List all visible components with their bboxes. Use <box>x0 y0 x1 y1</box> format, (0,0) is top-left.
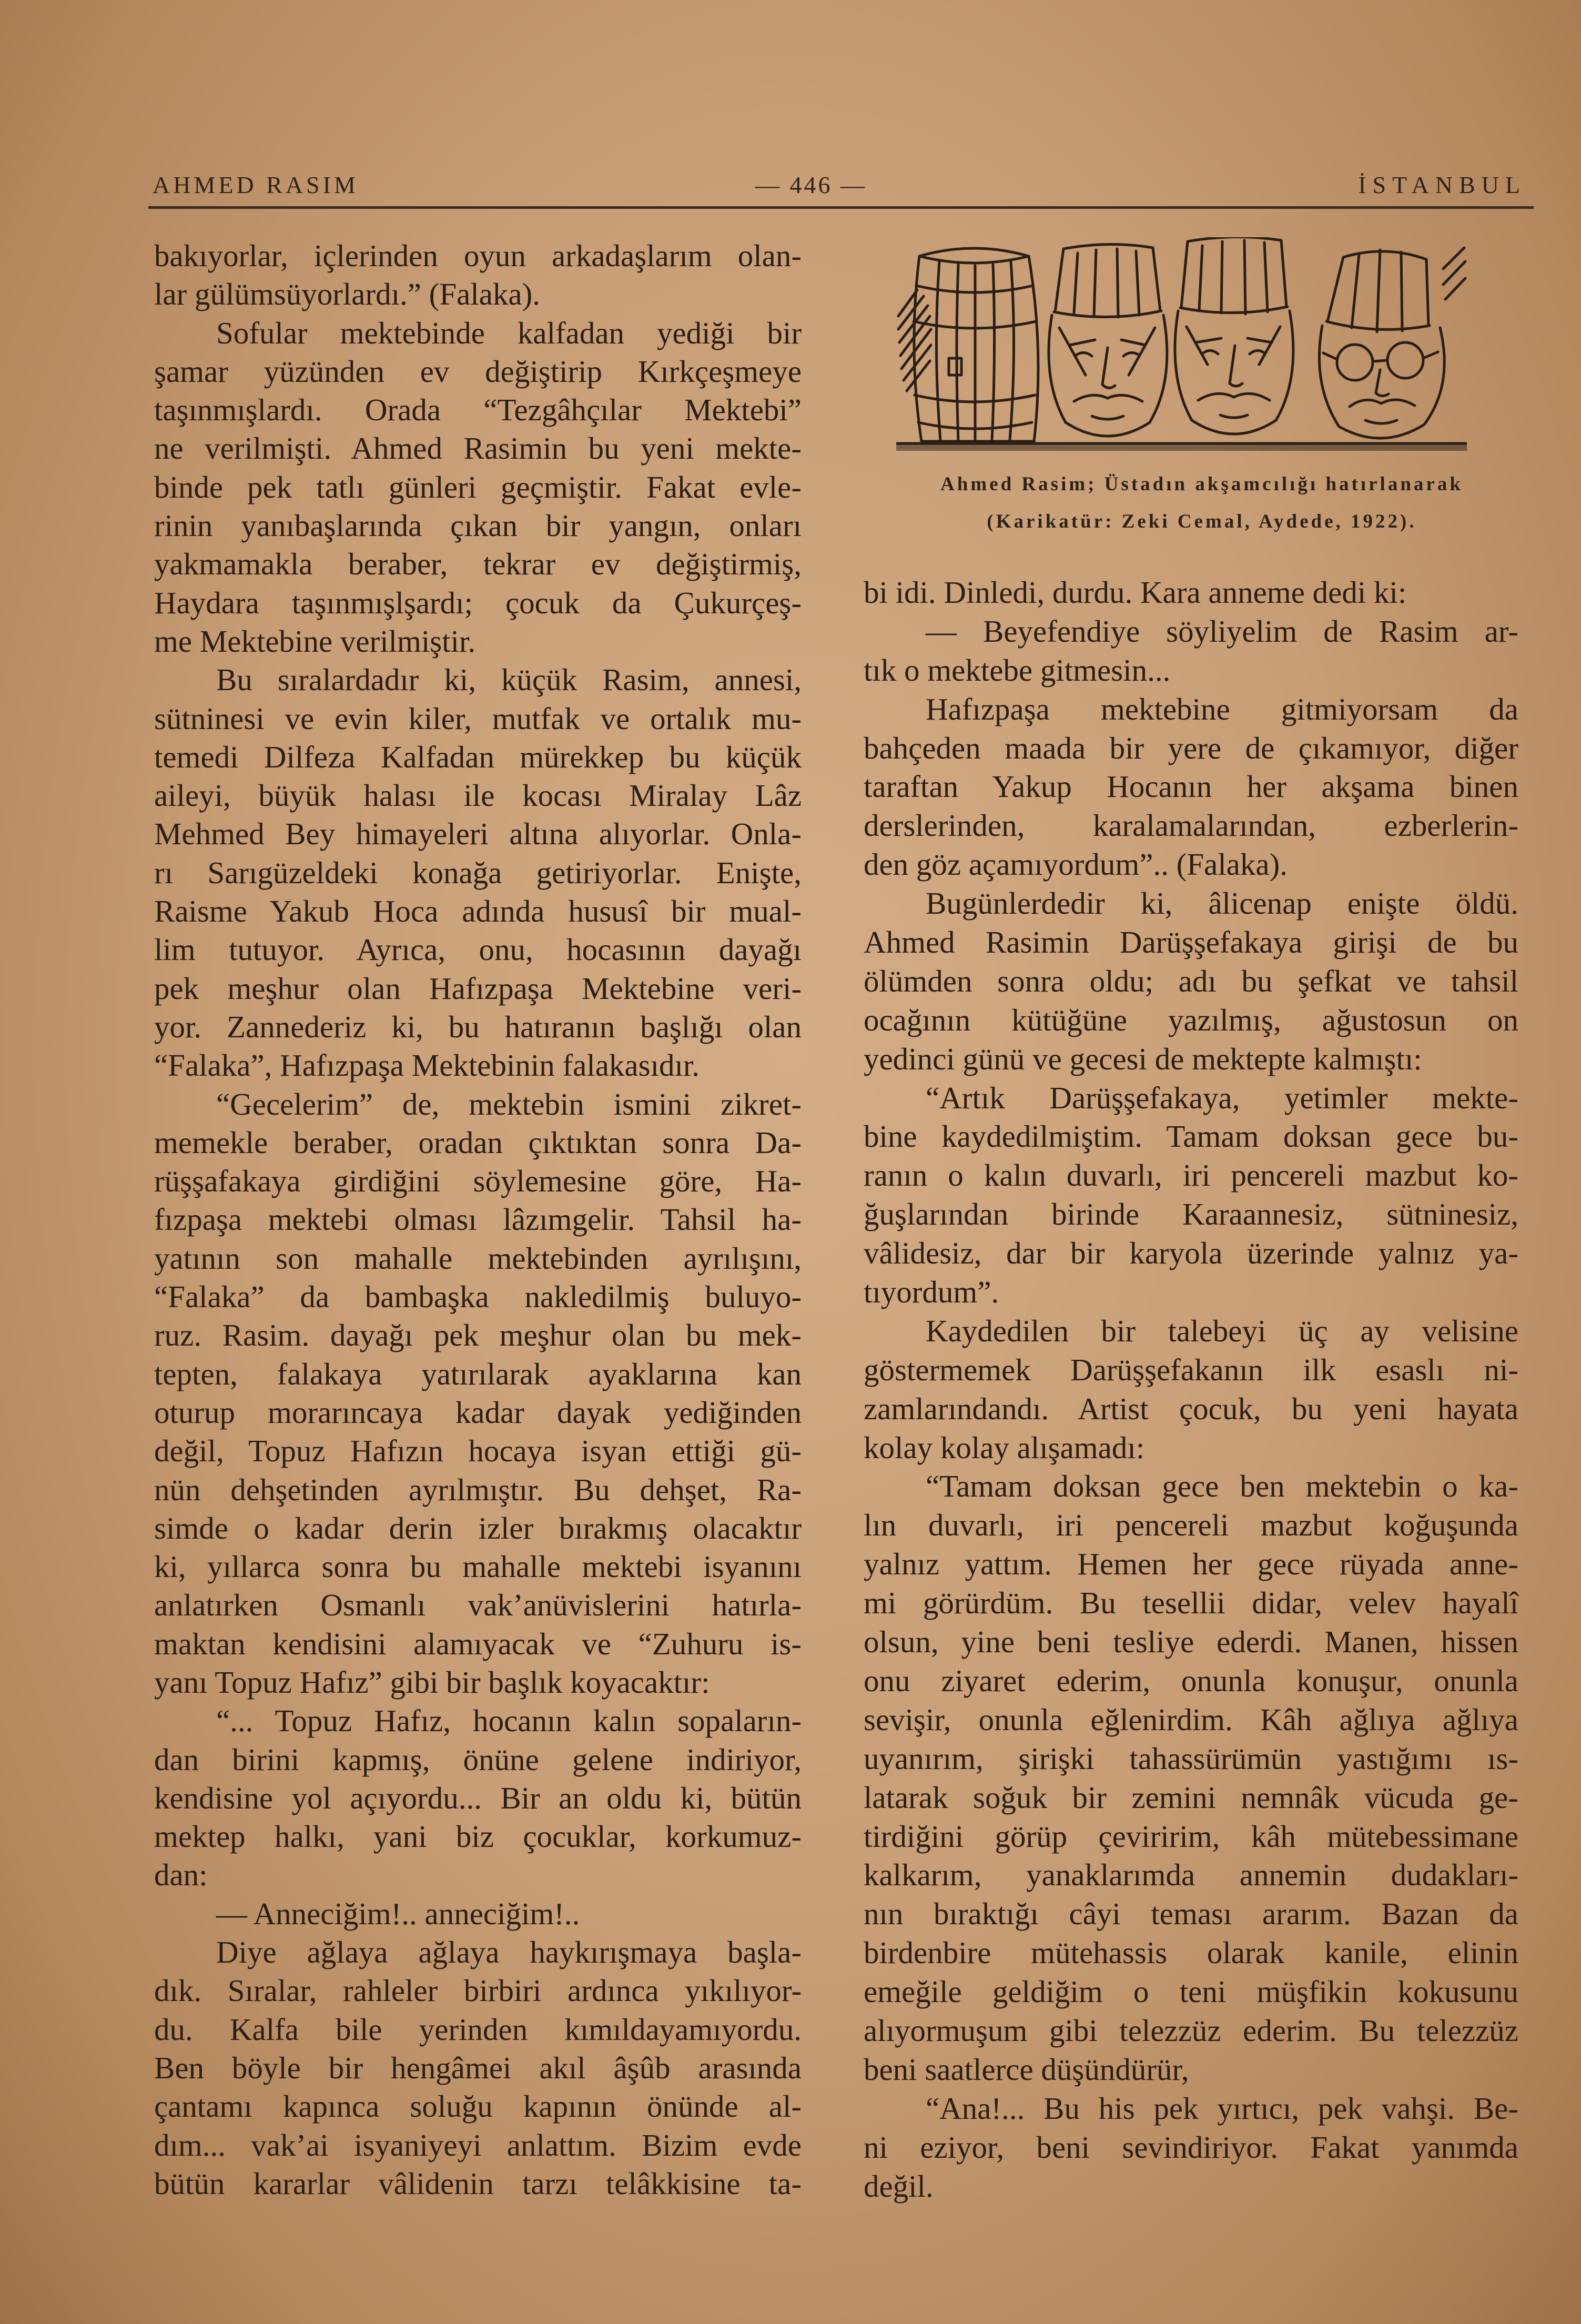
paragraph <box>864 884 1518 1078</box>
paragraph <box>154 237 802 314</box>
text-line: dım... vak’ai isyaniyeyi anlattım. Bizim evde <box>154 2127 802 2163</box>
text-line: aileyi, büyük halası ile kocası Miralay Lâz <box>154 778 802 813</box>
text-line: “Artık Darüşşefakaya, yetimler mekte- <box>926 1080 1518 1115</box>
text-line: şamar yüzünden ev değiştirip Kırkçeşmeye <box>154 353 802 389</box>
text-line: yor. Zannederiz ki, bu hatıranın başlığı olan <box>154 1009 802 1044</box>
text-line: “Ana!... Bu his pek yırtıcı, pek vahşi. Be- <box>926 2090 1518 2126</box>
barrel-drawing <box>914 248 1038 441</box>
text-line: taraftan Yakup Hocanın her akşama binen <box>864 769 1518 804</box>
text-line: alıyormuşum gibi telezzüz ederim. Bu telezzüz <box>864 2013 1518 2048</box>
paragraph <box>154 314 802 661</box>
text-line: birdenbire mütehassis olarak kanile, elinin <box>864 1935 1518 1971</box>
text-line: “... Topuz Hafız, hocanın kalın sopaların- <box>216 1703 802 1739</box>
text-line: dık. Sıralar, rahleler birbiri ardınca yıkılıyor- <box>154 1973 802 2008</box>
text-line: sütninesi ve evin kiler, mutfak ve ortalık mu- <box>154 701 802 736</box>
text-line: emeğile geldiğim o teni müşfikin kokusunu <box>864 1974 1518 2009</box>
text-line: Ben böyle bir hengâmei akıl âşûb arasında <box>154 2050 802 2085</box>
text-line: Ahmed Rasimin Darüşşefakaya girişi de bu <box>864 925 1518 960</box>
text-line: olsun, yine beni tesliye ederdi. Manen, hissen <box>864 1624 1518 1660</box>
text-line: “Tamam doksan gece ben mektebin o ka- <box>926 1469 1518 1504</box>
paragraph <box>864 573 1518 612</box>
text-line: oturup morarıncaya kadar dayak yediğinden <box>154 1395 802 1430</box>
paragraph <box>154 1895 802 1933</box>
text-line: kolay kolay alışamadı: <box>864 1430 1145 1465</box>
text-line: zamlarındandı. Artist çocuk, bu yeni hayata <box>864 1391 1518 1426</box>
text-line: — Beyefendiye söyliyelim de Rasim ar- <box>926 613 1518 649</box>
text-line: Kaydedilen bir talebeyi üç ay velisine <box>926 1313 1518 1348</box>
text-line: den göz açamıyordum”.. (Falaka). <box>864 847 1288 882</box>
text-line: kalkarım, yanaklarımda annemin dudakları- <box>864 1857 1518 1893</box>
text-line: kendisine yol açıyordu... Bir an oldu ki, bütün <box>154 1780 802 1815</box>
text-line: değil, Topuz Hafızın hocaya isyan ettiği gü- <box>154 1433 802 1469</box>
text-line: pek meşhur olan Hafızpaşa Mektebine veri- <box>154 971 802 1006</box>
text-line: ocağının kütüğüne yazılmış, ağustosun on <box>864 1002 1518 1037</box>
text-line: mi görürdüm. Bu tesellii didar, velev hayalî <box>864 1585 1518 1621</box>
paragraph <box>154 1702 802 1894</box>
text-line: Bugünlerdedir ki, âlicenap enişte öldü. <box>926 886 1518 921</box>
text-line: temedi Dilfeza Kalfadan mürekkep bu küçük <box>154 739 802 774</box>
text-line: ki, yıllarca sonra bu mahalle mektebi isyanını <box>154 1549 802 1584</box>
text-line: taşınmışlardı. Orada “Tezgâhçılar Mektebi” <box>154 392 802 428</box>
text-line: du. Kalfa bile yerinden kımıldayamıyordu. <box>154 2012 802 2047</box>
paragraph <box>864 612 1518 690</box>
text-line: lim tutuyor. Ayrıca, onu, hocasının dayağı <box>154 932 802 967</box>
text-line: bakıyorlar, içlerinden oyun arkadaşlarım olan- <box>154 238 802 273</box>
text-line: simde o kadar derin izler bırakmış olacaktır <box>154 1510 802 1545</box>
text-line: nün dehşetinden ayrılmıştır. Bu dehşet, Ra- <box>154 1472 802 1507</box>
text-line: lın duvarlı, iri pencereli mazbut koğuşunda <box>864 1508 1518 1543</box>
text-line: — Anneciğim!.. anneciğim!.. <box>216 1896 580 1931</box>
text-line: tepten, falakaya yatırılarak ayaklarına kan <box>154 1356 802 1391</box>
text-line: tık o mektebe gitmesin... <box>864 652 1171 688</box>
text-line: ğuşlarından birinde Karaannesiz, sütninesiz, <box>864 1197 1518 1232</box>
paragraph <box>864 1467 1518 2089</box>
text-line: tıyordum”. <box>864 1275 999 1310</box>
text-line: beni saatlerce düşündürür, <box>864 2052 1189 2087</box>
text-line: rüşşafakaya girdiğini söylemesine göre, Ha- <box>154 1164 802 1199</box>
text-line: çantamı kapınca soluğu kapının önünde al- <box>154 2089 802 2124</box>
text-line: “Falaka”, Hafızpaşa Mektebinin falakasıdır. <box>154 1048 700 1083</box>
text-line: Diye ağlaya ağlaya haykırışmaya başla- <box>216 1935 802 1970</box>
text-line: onu ziyaret ederim, onunla konuşur, onunla <box>864 1663 1518 1698</box>
caricature-illustration <box>896 237 1467 452</box>
text-line: değil. <box>864 2168 934 2204</box>
text-line: rinin yanıbaşlarında çıkan bir yangın, onları <box>154 508 802 543</box>
text-line: bi idi. Dinledi, durdu. Kara anneme dedi ki: <box>864 575 1407 610</box>
text-line: ni eziyor, beni sevindiriyor. Fakat yanımda <box>864 2129 1518 2165</box>
text-line: lar gülümsüyorlardı.” (Falaka). <box>154 277 540 312</box>
paragraph <box>864 1079 1518 1312</box>
text-line: dan: <box>154 1857 208 1893</box>
text-line: ruz. Rasim. dayağı pek meşhur olan bu mek- <box>154 1318 802 1353</box>
text-line: derslerinden, karalamalarından, ezberlerin- <box>864 808 1518 843</box>
paragraph <box>864 1312 1518 1468</box>
header-rule <box>148 206 1534 209</box>
paragraph <box>864 690 1518 884</box>
text-line: dan birini kapmış, önüne gelene indiriyor, <box>154 1742 802 1777</box>
text-line: yanı Topuz Hafız” gibi bir başlık koyacaktır: <box>154 1664 710 1700</box>
text-line: vâlidesiz, dar bir karyola üzerinde yalnız ya- <box>864 1236 1518 1271</box>
text-line: göstermemek Darüşşefakanın ilk esaslı ni- <box>864 1352 1518 1387</box>
text-line: Bu sıralardadır ki, küçük Rasim, annesi, <box>216 662 802 698</box>
text-line: bahçeden maada bir yere de çıkamıyor, diğer <box>864 730 1518 765</box>
caricature-figure <box>896 237 1467 452</box>
text-line: yedinci günü ve gecesi de mektepte kalmıştı: <box>864 1041 1422 1076</box>
text-line: uyanırım, şirişki tahassürümün yastığımı ıs- <box>864 1741 1518 1776</box>
running-head-magazine: İSTANBUL <box>1358 171 1526 198</box>
text-line: memekle beraber, oradan çıktıktan sonra Da- <box>154 1125 802 1160</box>
text-line: “Falaka” da bambaşka nakledilmiş buluyo- <box>154 1279 802 1315</box>
text-line: “Gecelerim” de, mektebin ismini zikret- <box>216 1086 802 1121</box>
text-line: ölümden sonra oldu; adı bu şefkat ve tahsil <box>864 963 1518 998</box>
paragraph <box>864 2089 1518 2206</box>
text-line: fızpaşa mektebi olması lâzımgelir. Tahsil ha- <box>154 1202 802 1237</box>
text-line: sevişir, onunla eğlenirdim. Kâh ağlıya ağlıya <box>864 1702 1518 1737</box>
fez-face-drawing <box>1049 244 1167 436</box>
paragraph <box>154 1085 802 1702</box>
text-line: Raisme Yakub Hoca adında hususî bir mual- <box>154 894 802 929</box>
text-line: binde pek tatlı günleri geçmiştir. Fakat evle- <box>154 469 802 504</box>
figure-caption-credit: (Karikatür: Zeki Cemal, Aydede, 1922). <box>987 511 1417 532</box>
text-line: yatının son mahalle mektebinden ayrılışını, <box>154 1240 802 1276</box>
text-line: maktan kendisini alamıyacak ve “Zuhuru is- <box>154 1626 802 1661</box>
text-line: ne verilmişti. Ahmed Rasimin bu yeni mekte- <box>154 431 802 466</box>
text-line: bine kaydedilmiştim. Tamam doksan gece bu- <box>864 1119 1518 1154</box>
text-line: anlatırken Osmanlı vak’anüvislerini hatırla- <box>154 1588 802 1623</box>
text-line: latarak soğuk bir zemini nemnâk vücuda ge- <box>864 1780 1518 1815</box>
bespectacled-face-drawing <box>1319 250 1444 438</box>
left-text-column <box>154 237 802 2203</box>
fez-face-drawing <box>1175 237 1293 434</box>
text-line: nın bıraktığı câyi teması ararım. Bazan da <box>864 1896 1518 1932</box>
text-line: Sofular mektebinde kalfadan yediği bir <box>216 315 802 350</box>
text-line: ranın o kalın duvarlı, iri pencereli mazbut ko- <box>864 1158 1518 1193</box>
text-line: yakmamakla beraber, tekrar ev değiştirmiş, <box>154 547 802 582</box>
text-line: Hafızpaşa mektebine gitmiyorsam da <box>926 691 1518 726</box>
text-line: me Mektebine verilmiştir. <box>154 623 476 659</box>
text-line: bütün kararlar vâlidenin tarzı telâkkisine ta- <box>154 2166 802 2201</box>
page-number: — 446 — <box>755 171 867 198</box>
text-line: rı Sarıgüzeldeki konağa getiriyorlar. Enişte, <box>154 855 802 890</box>
paragraph <box>154 661 802 1085</box>
hatching-right <box>1443 248 1465 299</box>
text-line: mektep halkı, yani biz çocuklar, korkumuz- <box>154 1819 802 1854</box>
paragraph <box>154 1933 802 2203</box>
text-line: Haydara taşınmışlşardı; çocuk da Çukurçeş- <box>154 585 802 620</box>
text-line: Mehmed Bey himayeleri altına alıyorlar. Onla- <box>154 816 802 852</box>
text-line: yalnız yattım. Hemen her gece rüyada anne- <box>864 1547 1518 1582</box>
right-text-column <box>864 573 1518 2206</box>
text-line: tirdiğini görüp çeviririm, kâh mütebessimane <box>864 1818 1518 1854</box>
figure-caption-line: Ahmed Rasim; Üstadın akşamcılığı hatırlanarak <box>940 473 1463 495</box>
running-head-author: AHMED RASIM <box>153 171 359 198</box>
ground-line <box>896 443 1467 451</box>
